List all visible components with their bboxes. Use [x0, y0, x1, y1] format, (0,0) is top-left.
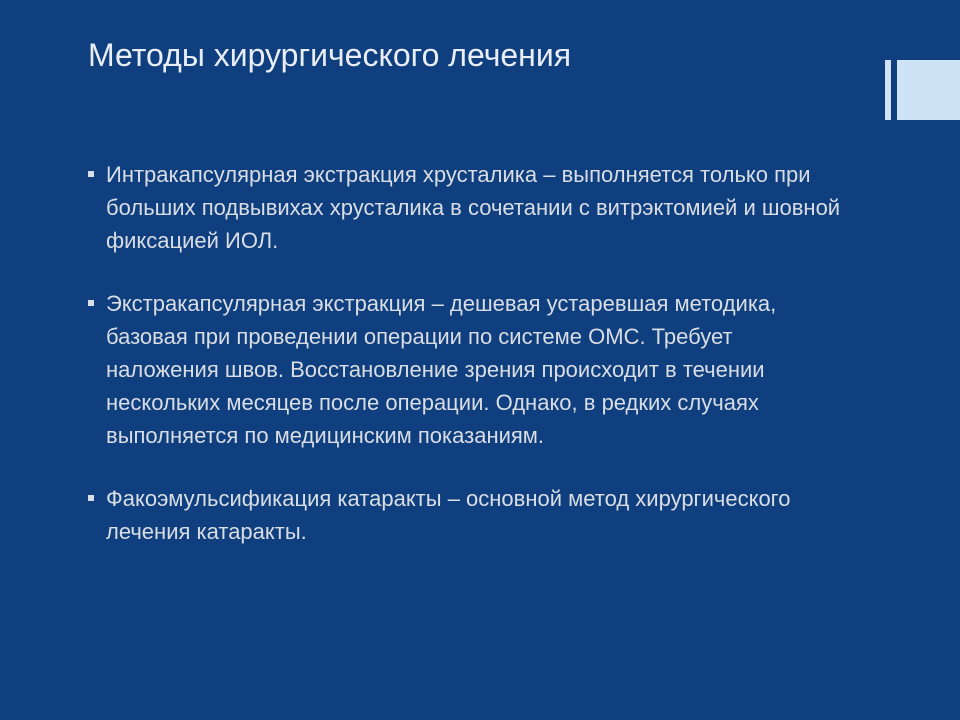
- bullet-item: [88, 158, 848, 257]
- square-bullet-icon: [88, 495, 94, 501]
- bullet-item: [88, 482, 848, 548]
- bullet-text: Интракапсулярная экстракция хрусталика – выполняется только при больших подвывихах хрусталика в сочетании с витрэктомией и шовной фиксацией ИОЛ.: [106, 162, 841, 253]
- bullet-list: [88, 158, 848, 548]
- accent-bar-wide: [897, 60, 960, 120]
- accent-bar-thin: [885, 60, 891, 120]
- bullet-text: Факоэмульсификация катаракты – основной метод хирургического лечения катаракты.: [106, 486, 791, 544]
- slide-title: Методы хирургического лечения: [88, 37, 572, 73]
- bullet-item: [88, 287, 848, 452]
- bullet-text: Экстракапсулярная экстракция – дешевая устаревшая методика, базовая при проведении операции по системе ОМС. Требует наложения швов. Восстановление зрения происходит в течении нескольких месяцев после операции. Однако, в редких случаях выполняется по медицинским показаниям.: [106, 291, 777, 448]
- square-bullet-icon: [88, 171, 94, 177]
- square-bullet-icon: [88, 300, 94, 306]
